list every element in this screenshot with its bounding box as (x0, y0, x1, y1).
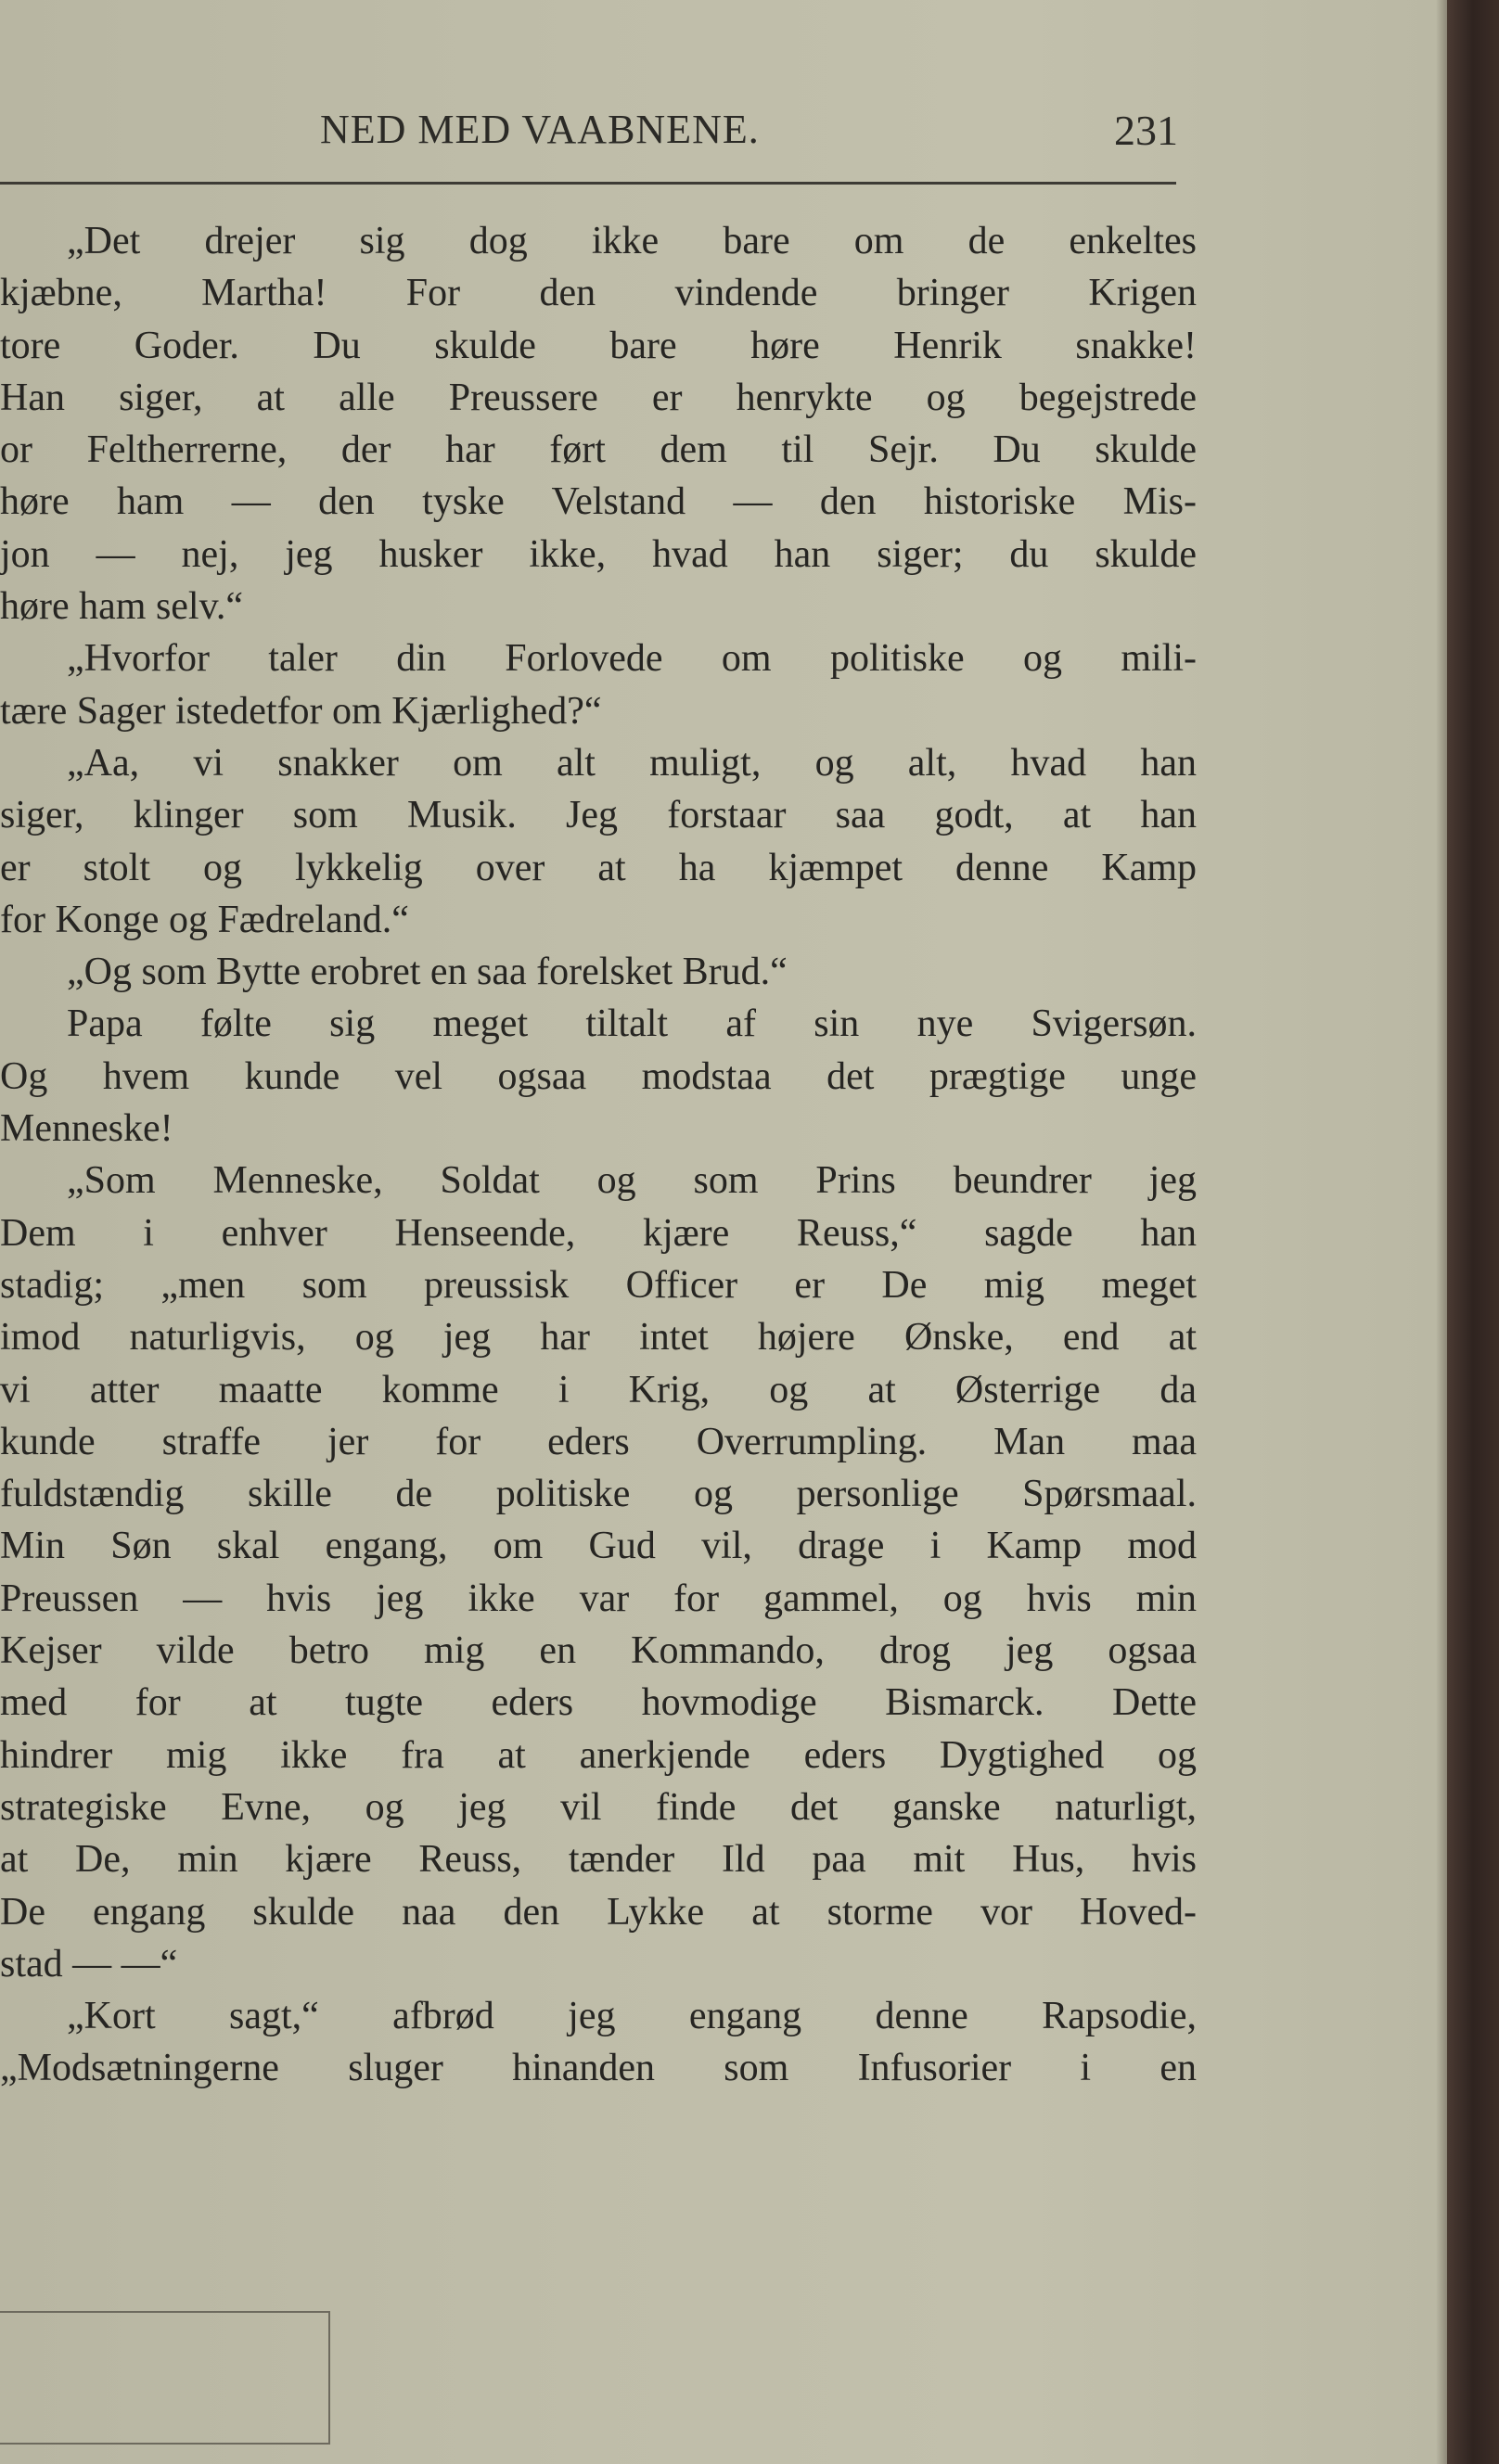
text-line: kjæbne, Martha! For den vindende bringer Krigen (0, 272, 1197, 315)
text-line: kunde straffe jer for eders Overrumpling. Man maa (0, 1420, 1197, 1463)
text-line: med for at tugte eders hovmodige Bismarck. Dette (0, 1681, 1197, 1725)
text-line: siger, klinger som Musik. Jeg forstaar saa godt, at han (0, 794, 1197, 837)
text-line: Papa følte sig meget tiltalt af sin nye Svigersøn. (67, 1002, 1197, 1046)
header-rule (0, 182, 1176, 185)
text-line: tore Goder. Du skulde bare høre Henrik snakke! (0, 324, 1197, 367)
text-line: at De, min kjære Reuss, tænder Ild paa mit Hus, hvis (0, 1838, 1197, 1882)
text-line: Kejser vilde betro mig en Kommando, drog jeg ogsaa (0, 1629, 1197, 1673)
text-line: „Det drejer sig dog ikke bare om de enkeltes (67, 220, 1197, 262)
book-spine (1447, 0, 1499, 2464)
text-line: er stolt og lykkelig over at ha kjæmpet denne Kamp (0, 846, 1197, 889)
text-line: or Feltherrerne, der har ført dem til Sejr. Du skulde (0, 428, 1197, 472)
text-line: Preussen — hvis jeg ikke var for gammel, og hvis min (0, 1577, 1197, 1620)
text-line: imod naturligvis, og jeg har intet højere Ønske, end at (0, 1316, 1197, 1360)
text-line: „Som Menneske, Soldat og som Prins beundrer jeg (67, 1159, 1197, 1203)
library-stamp-outline (0, 2311, 330, 2445)
text-line: De engang skulde naa den Lykke at storme vor Hoved- (0, 1890, 1197, 1934)
text-line: stad — —“ (0, 1942, 178, 1985)
text-line: Han siger, at alle Preussere er henrykte og begejstrede (0, 376, 1197, 419)
body-text (0, 215, 1197, 2095)
text-line: „Og som Bytte erobret en saa forelsket Brud.“ (67, 951, 788, 994)
running-title: NED MED VAABNENE. (320, 107, 760, 152)
text-line: stadig; „men som preussisk Officer er De mig meget (0, 1263, 1197, 1307)
text-line: „Kort sagt,“ afbrød jeg engang denne Rapsodie, (67, 1995, 1197, 2038)
text-line: „Hvorfor taler din Forlovede om politiske og mili- (67, 637, 1197, 681)
text-line: Dem i enhver Henseende, kjære Reuss,“ sagde han (0, 1211, 1197, 1255)
text-line: Min Søn skal engang, om Gud vil, drage i Kamp mod (0, 1525, 1197, 1568)
text-line: „Aa, vi snakker om alt muligt, og alt, hvad han (67, 741, 1197, 785)
text-line: jon — nej, jeg husker ikke, hvad han siger; du skulde (0, 532, 1197, 576)
page-number: 231 (1114, 107, 1178, 154)
text-line: hindrer mig ikke fra at anerkjende eders Dygtighed og (0, 1733, 1197, 1777)
text-line: høre ham selv.“ (0, 585, 244, 629)
text-line: Og hvem kunde vel ogsaa modstaa det prægtige unge (0, 1054, 1197, 1098)
text-line: høre ham — den tyske Velstand — den historiske Mis- (0, 480, 1197, 524)
text-line: „Modsætningerne sluger hinanden som Infusorier i en (0, 2047, 1197, 2090)
text-line: strategiske Evne, og jeg vil finde det ganske naturligt, (0, 1785, 1197, 1829)
text-line: vi atter maatte komme i Krig, og at Østerrige da (0, 1368, 1197, 1411)
text-line: for Konge og Fædreland.“ (0, 898, 409, 941)
text-line: tære Sager istedetfor om Kjærlighed?“ (0, 689, 602, 733)
text-line: fuldstændig skille de politiske og personlige Spørsmaal. (0, 1473, 1197, 1516)
page-header (0, 102, 1178, 167)
text-line: Menneske! (0, 1107, 173, 1151)
